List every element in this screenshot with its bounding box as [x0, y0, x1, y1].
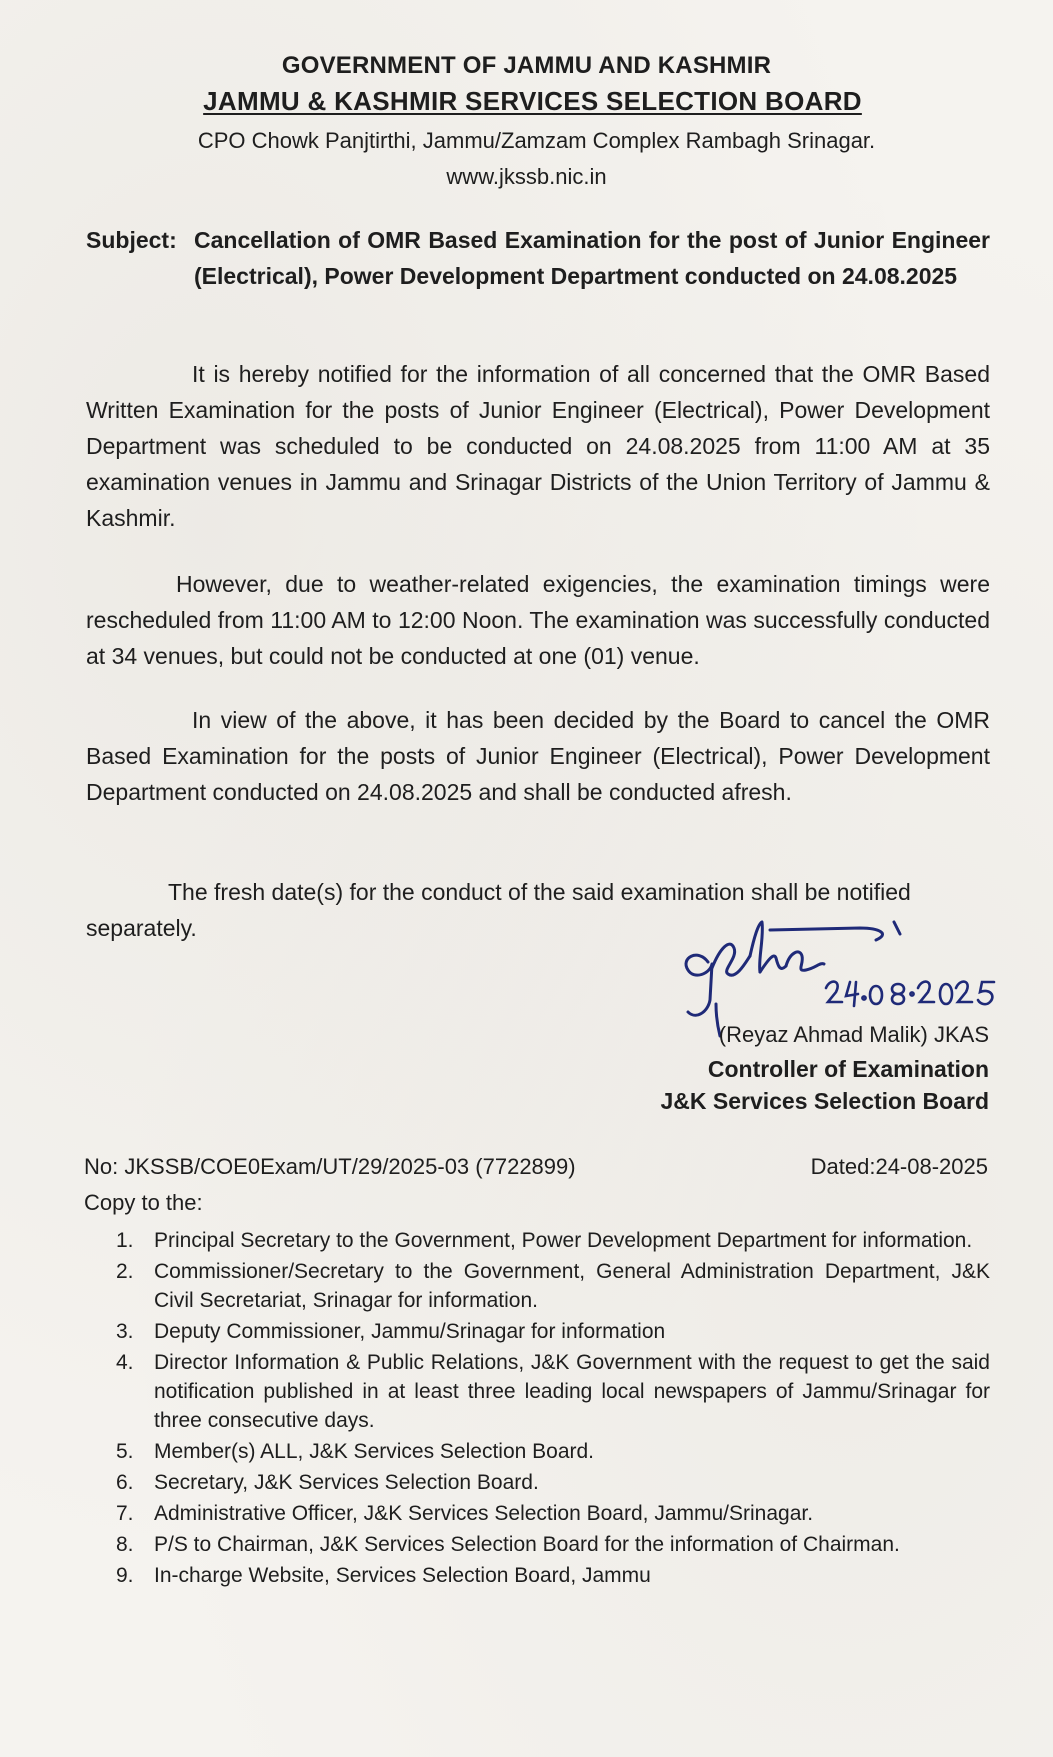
subject-label: Subject:: [86, 227, 177, 253]
reference-date: Dated:24-08-2025: [810, 1154, 988, 1179]
list-item-text: In-charge Website, Services Selection Board, Jammu: [154, 1564, 651, 1587]
list-item: [116, 1226, 990, 1255]
signatory-title: Controller of Examination: [707, 1056, 989, 1082]
list-item-number: 8.: [116, 1533, 134, 1556]
list-item-text: Commissioner/Secretary to the Government, General Administration Department, J&K Civil Secretariat, Srinagar for information.: [154, 1260, 990, 1312]
list-item-number: 2.: [116, 1260, 134, 1283]
list-item-number: 9.: [116, 1564, 134, 1587]
list-item: [116, 1317, 990, 1346]
copy-to-heading: Copy to the:: [84, 1190, 203, 1215]
board-website: www.jkssb.nic.in: [446, 164, 607, 189]
subject-text: Cancellation of OMR Based Examination for the post of Junior Engineer (Electrical), Power Development Department conducted on 24.08.2025: [194, 227, 990, 289]
body-paragraph-3: In view of the above, it has been decided by the Board to cancel the OMR Based Examination for the posts of Junior Engineer (Electrical), Power Development Department conducted on 24.08.2025 and shall be conducted afresh.: [86, 707, 990, 805]
subject-block: [86, 222, 990, 294]
list-item-number: 1.: [116, 1229, 134, 1252]
body-paragraph-1: It is hereby notified for the information of all concerned that the OMR Based Written Examination for the posts of Junior Engineer (Electrical), Power Development Department was scheduled to be conducted on 24.08.2025 from 11:00 AM at 35 examination venues in Jammu and Srinagar Districts of the Union Territory of Jammu & Kashmir.: [86, 361, 990, 531]
list-item: [116, 1561, 990, 1590]
list-item-text: Secretary, J&K Services Selection Board.: [154, 1471, 539, 1494]
list-item: [116, 1530, 990, 1559]
body-paragraph-2: However, due to weather-related exigencies, the examination timings were rescheduled from 11:00 AM to 12:00 Noon. The examination was successfully conducted at 34 venues, but could not be conducted at one (01) venue.: [86, 571, 990, 669]
list-item-text: Principal Secretary to the Government, Power Development Department for information.: [154, 1229, 973, 1252]
list-item-text: Director Information & Public Relations, J&K Government with the request to get the said notification published in at least three leading local newspapers of Jammu/Srinagar for three consecutive days.: [154, 1351, 990, 1432]
signature-area: [650, 908, 1010, 1038]
copy-to-list: [116, 1226, 990, 1592]
board-heading: JAMMU & KASHMIR SERVICES SELECTION BOARD: [203, 86, 862, 116]
list-item: [116, 1257, 990, 1315]
list-item-text: Member(s) ALL, J&K Services Selection Board.: [154, 1440, 595, 1463]
list-item-number: 7.: [116, 1502, 134, 1525]
board-address: CPO Chowk Panjtirthi, Jammu/Zamzam Complex Rambagh Srinagar.: [197, 128, 876, 153]
government-heading: GOVERNMENT OF JAMMU AND KASHMIR: [281, 52, 772, 79]
list-item-text: P/S to Chairman, J&K Services Selection Board for the information of Chairman.: [154, 1533, 900, 1556]
list-item: [116, 1499, 990, 1528]
list-item-number: 4.: [116, 1351, 134, 1374]
body-paragraph-4: The fresh date(s) for the conduct of the said examination shall be notified separately.: [86, 879, 911, 941]
list-item-text: Administrative Officer, J&K Services Selection Board, Jammu/Srinagar.: [154, 1502, 814, 1525]
reference-number: No: JKSSB/COE0Exam/UT/29/2025-03 (7722899): [84, 1154, 576, 1179]
list-item-text: Deputy Commissioner, Jammu/Srinagar for information: [154, 1320, 666, 1343]
list-item-number: 3.: [116, 1320, 134, 1343]
handwritten-signature: [650, 908, 1010, 1038]
list-item-number: 6.: [116, 1471, 134, 1494]
signatory-organization: J&K Services Selection Board: [660, 1088, 989, 1114]
list-item: [116, 1348, 990, 1435]
list-item-number: 5.: [116, 1440, 134, 1463]
signatory-name: (Reyaz Ahmad Malik) JKAS: [718, 1022, 989, 1047]
list-item: [116, 1468, 990, 1497]
list-item: [116, 1437, 990, 1466]
